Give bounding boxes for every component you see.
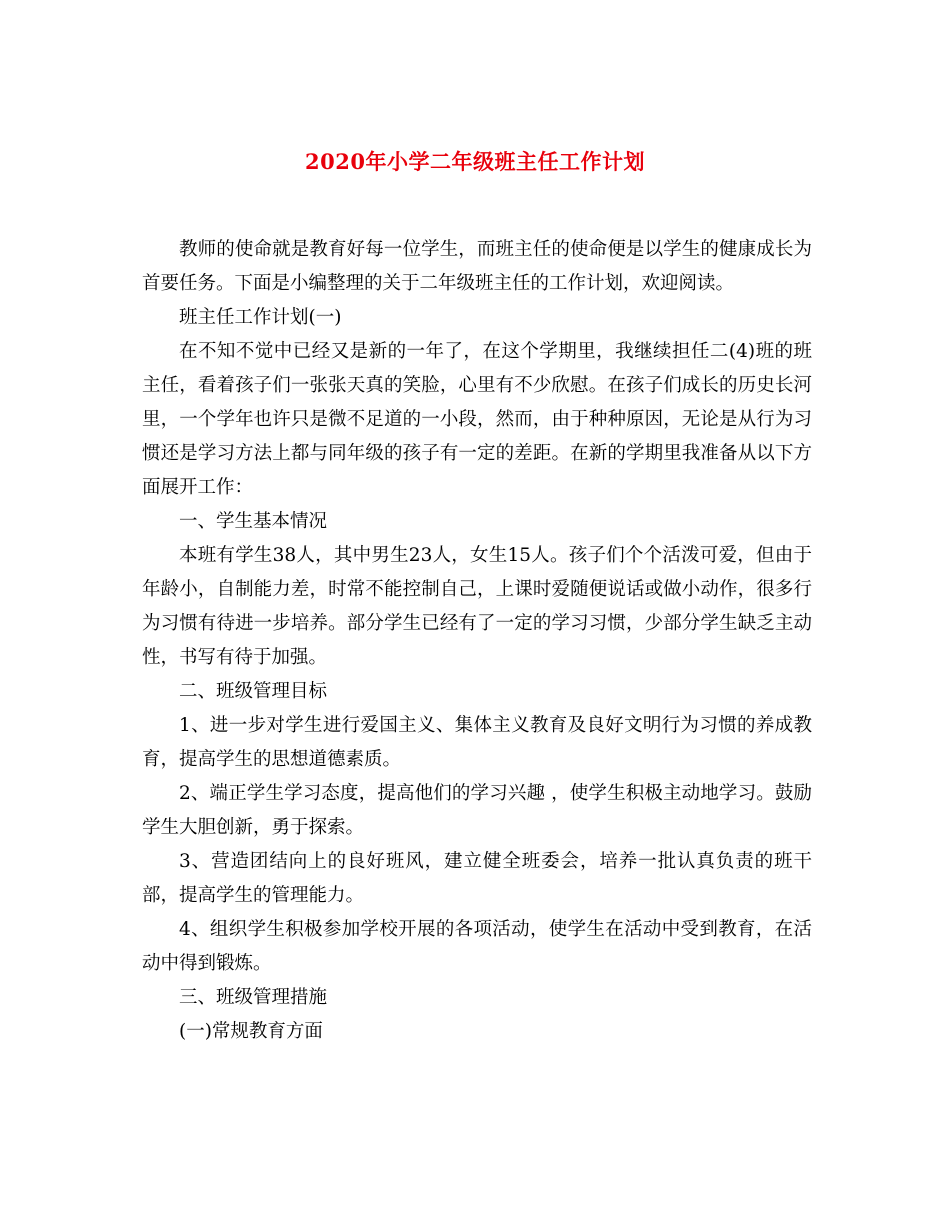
section-heading-measures: 三、班级管理措施 (179, 987, 328, 1008)
document-title: 2020年小学二年级班主任工作计划 (305, 149, 645, 174)
subsection-heading-routine: (一)常规教育方面 (179, 1021, 323, 1042)
section-heading-student-info: 一、学生基本情况 (179, 511, 328, 532)
goal-item-4: 4、组织学生积极参加学校开展的各项活动，使学生在活动中受到教育，在活动中得到锻炼。 (142, 919, 812, 974)
goal-item-2: 2、端正学生学习态度，提高他们的学习兴趣 ，使学生积极主动地学习。鼓励学生大胆创新，勇于探索。 (142, 783, 812, 838)
paragraph-plan-heading: 班主任工作计划(一) (179, 307, 342, 328)
goal-item-3: 3、营造团结向上的良好班风，建立健全班委会，培养一批认真负责的班干部，提高学生的管理能力。 (142, 851, 812, 906)
goal-item-1: 1、进一步对学生进行爱国主义、集体主义教育及良好文明行为习惯的养成教育，提高学生的思想道德素质。 (142, 715, 812, 770)
paragraph-student-info: 本班有学生38人，其中男生23人，女生15人。孩子们个个活泼可爱，但由于年龄小，自制能力差，时常不能控制自己，上课时爱随便说话或做小动作，很多行为习惯有待进一步培养。部分学生已经有了一定的学习习惯，少部分学生缺乏主动性，书写有待于加强。 (142, 545, 812, 668)
document-body (142, 233, 812, 1049)
paragraph-opening: 在不知不觉中已经又是新的一年了，在这个学期里，我继续担任二(4)班的班主任，看着孩子们一张张天真的笑脸，心里有不少欣慰。在孩子们成长的历史长河里，一个学年也许只是微不足道的一小段，然而，由于种种原因，无论是从行为习惯还是学习方法上都与同年级的孩子有一定的差距。在新的学期里我准备从以下方面展开工作： (142, 341, 812, 498)
section-heading-goals: 二、班级管理目标 (179, 681, 328, 702)
paragraph-intro: 教师的使命就是教育好每一位学生，而班主任的使命便是以学生的健康成长为首要任务。下面是小编整理的关于二年级班主任的工作计划，欢迎阅读。 (142, 239, 812, 294)
